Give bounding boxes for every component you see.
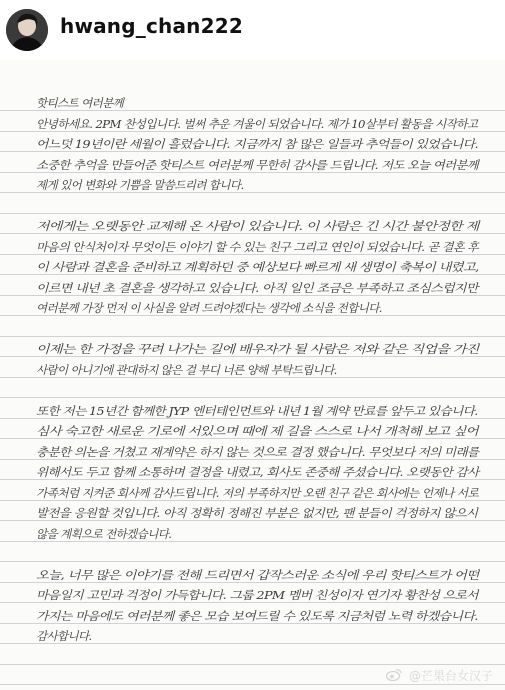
watermark xyxy=(386,667,493,685)
letter-line: 않을 계획으로 전하겠습니다. xyxy=(36,526,172,541)
letter-line: 어느덧 19년이란 세월이 흘렀습니다. 지금까지 참 많은 일들과 추억들이 있었습니다. xyxy=(36,137,478,151)
letter-line: 가족처럼 지켜준 회사께 감사드립니다. 저의 부족하지만 오랜 친구 같은 회사에는 언제나 서로 xyxy=(36,485,479,500)
letter-line: 이제는 한 가정을 꾸려 나가는 길에 배우자가 될 사람은 저와 같은 직업을 가진 xyxy=(36,342,479,356)
letter-line: 또한 저는 15년간 함께한 JYP 엔터테인먼트와 내년 1월 계약 만료를 앞두고 있습니다. xyxy=(36,403,478,418)
letter-line: 심사 숙고한 새로운 기로에 서있으며 때에 제 길을 스스로 나서 개척해 보고 싶어 xyxy=(36,424,478,438)
letter-line: 마음의 안식처이자 무엇이든 이야기 할 수 있는 친구 그리고 연인이 되었습니다. 곧 결혼 후 xyxy=(36,239,479,254)
ruled-line xyxy=(0,684,505,685)
ruled-line xyxy=(0,213,505,214)
letter-line: 소중한 추억을 만들어준 핫티스트 여러분께 무한히 감사를 드립니다. 저도 오늘 여러분께 xyxy=(36,157,479,172)
weibo-logo-icon xyxy=(386,668,402,684)
watermark-text: @芒果台女汉子 xyxy=(408,668,493,683)
letter-line: 발전을 응원할 것입니다. 아직 정확히 정해진 부분은 없지만, 팬 분들이 걱정하지 않으시 xyxy=(36,506,478,520)
handwritten-letter xyxy=(0,60,505,690)
letter-line: 안녕하세요. 2PM 찬성입니다. 벌써 추운 겨울이 되었습니다. 제가 10살부터 활동을 시작하고 xyxy=(36,116,478,131)
letter-line: 저에게는 오랫동안 교제해 온 사람이 있습니다. 이 사람은 긴 시간 불안정한 제 xyxy=(36,219,479,233)
letter-line: 가지는 마음에도 여러분께 좋은 모습 보여드릴 수 있도록 지금처럼 노력 하겠습니다. xyxy=(36,608,478,623)
letter-line: 사람이 아니기에 관대하지 않은 걸 부디 너른 양해 부탁드립니다. xyxy=(36,362,337,377)
letter-line: 이르면 내년 초 결혼을 생각하고 있습니다. 아직 일인 조금은 부족하고 조심스럽지만 xyxy=(36,280,478,295)
post-header xyxy=(0,0,505,60)
username[interactable]: hwang_chan222 xyxy=(60,14,243,38)
letter-greeting: 핫티스트 여러분께 xyxy=(36,96,124,110)
ruled-line xyxy=(0,664,505,665)
letter-line: 마음일지 고민과 걱정이 가득합니다. 그룹 2PM 멤버 친성이자 연기자 황찬성 으로서 xyxy=(36,588,478,602)
letter-line: 여러분께 가장 먼저 이 사실을 알려 드려야겠다는 생각에 소식을 전합니다. xyxy=(36,301,382,315)
ruled-line xyxy=(0,561,505,562)
letter-line: 제게 있어 변화와 기쁨을 말씀드리려 합니다. xyxy=(36,178,244,192)
letter-line: 이 사람과 결혼을 준비하고 계획하던 중 예상보다 빠르게 새 생명이 축복이 내렸고, xyxy=(36,260,479,274)
ruled-line xyxy=(0,336,505,337)
avatar-photo-icon xyxy=(6,9,48,51)
profile-avatar[interactable] xyxy=(6,9,48,51)
letter-line: 충분한 의논을 거쳤고 재계약은 하지 않는 것으로 결정 했습니다. 무엇보다 저의 미래를 xyxy=(36,444,479,459)
ruled-line xyxy=(0,397,505,398)
letter-line: 오늘, 너무 많은 이야기를 전해 드리면서 갑작스러운 소식에 우리 핫티스트가 어떤 xyxy=(36,567,479,582)
letter-line: 감사합니다. xyxy=(36,629,92,643)
letter-line: 위해서도 두고 함께 소통하며 결정을 내렸고, 회사도 존중해 주셨습니다. 오랫동안 감사 xyxy=(36,465,479,479)
